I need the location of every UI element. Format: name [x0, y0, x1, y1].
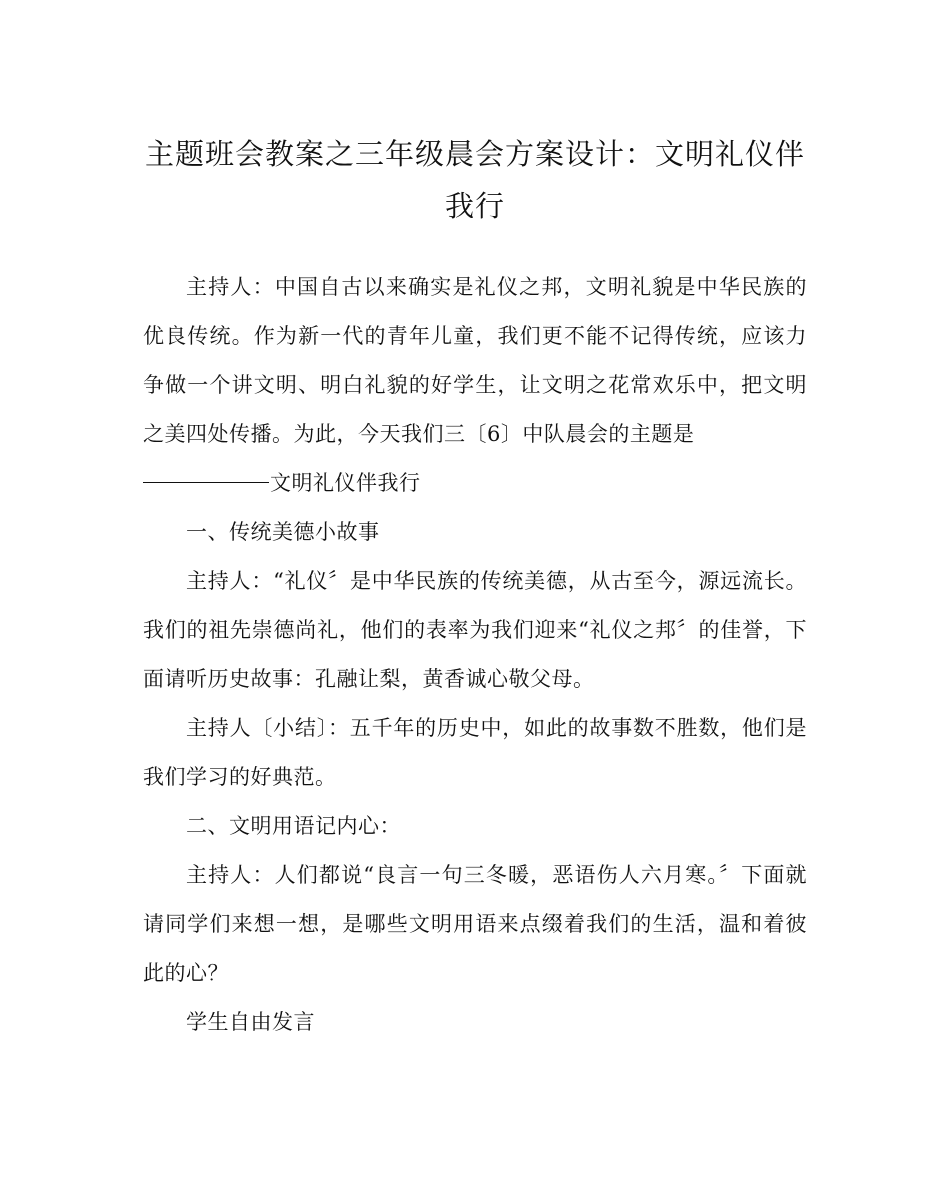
section2-student-paragraph: 学生自由发言	[186, 1010, 315, 1034]
dash-rule	[143, 482, 269, 483]
document-body	[143, 263, 807, 1047]
section2-heading: 二、文明用语记内心：	[186, 814, 401, 838]
theme-suffix: 文明礼仪伴我行	[270, 471, 421, 495]
intro-paragraph: 主持人：中国自古以来确实是礼仪之邦，文明礼貌是中华民族的优良传统。作为新一代的青年儿童，我们更不能不记得传统，应该力争做一个讲文明、明白礼貌的好学生，让文明之花常欢乐中，把文明之美四处传播。为此，今天我们三〔6〕中队晨会的主题是	[143, 275, 807, 446]
theme-line	[143, 459, 807, 508]
section1-summary-paragraph: 主持人〔小结〕：五千年的历史中，如此的故事数不胜数，他们是我们学习的好典范。	[143, 716, 807, 789]
section2-host-paragraph: 主持人：人们都说“良言一句三冬暖，恶语伤人六月寒。〞下面就请同学们来想一想，是哪些文明用语来点缀着我们的生活，温和着彼此的心？	[143, 863, 807, 985]
section1-host-paragraph: 主持人：“礼仪〞是中华民族的传统美德，从古至今，源远流长。我们的祖先崇德尚礼，他们的表率为我们迎来“礼仪之邦〞的佳誉，下面请听历史故事：孔融让梨，黄香诚心敬父母。	[143, 569, 807, 691]
document-title: 主题班会教案之三年级晨会方案设计：文明礼仪伴我行	[144, 137, 805, 223]
section1-heading: 一、传统美德小故事	[186, 520, 380, 544]
